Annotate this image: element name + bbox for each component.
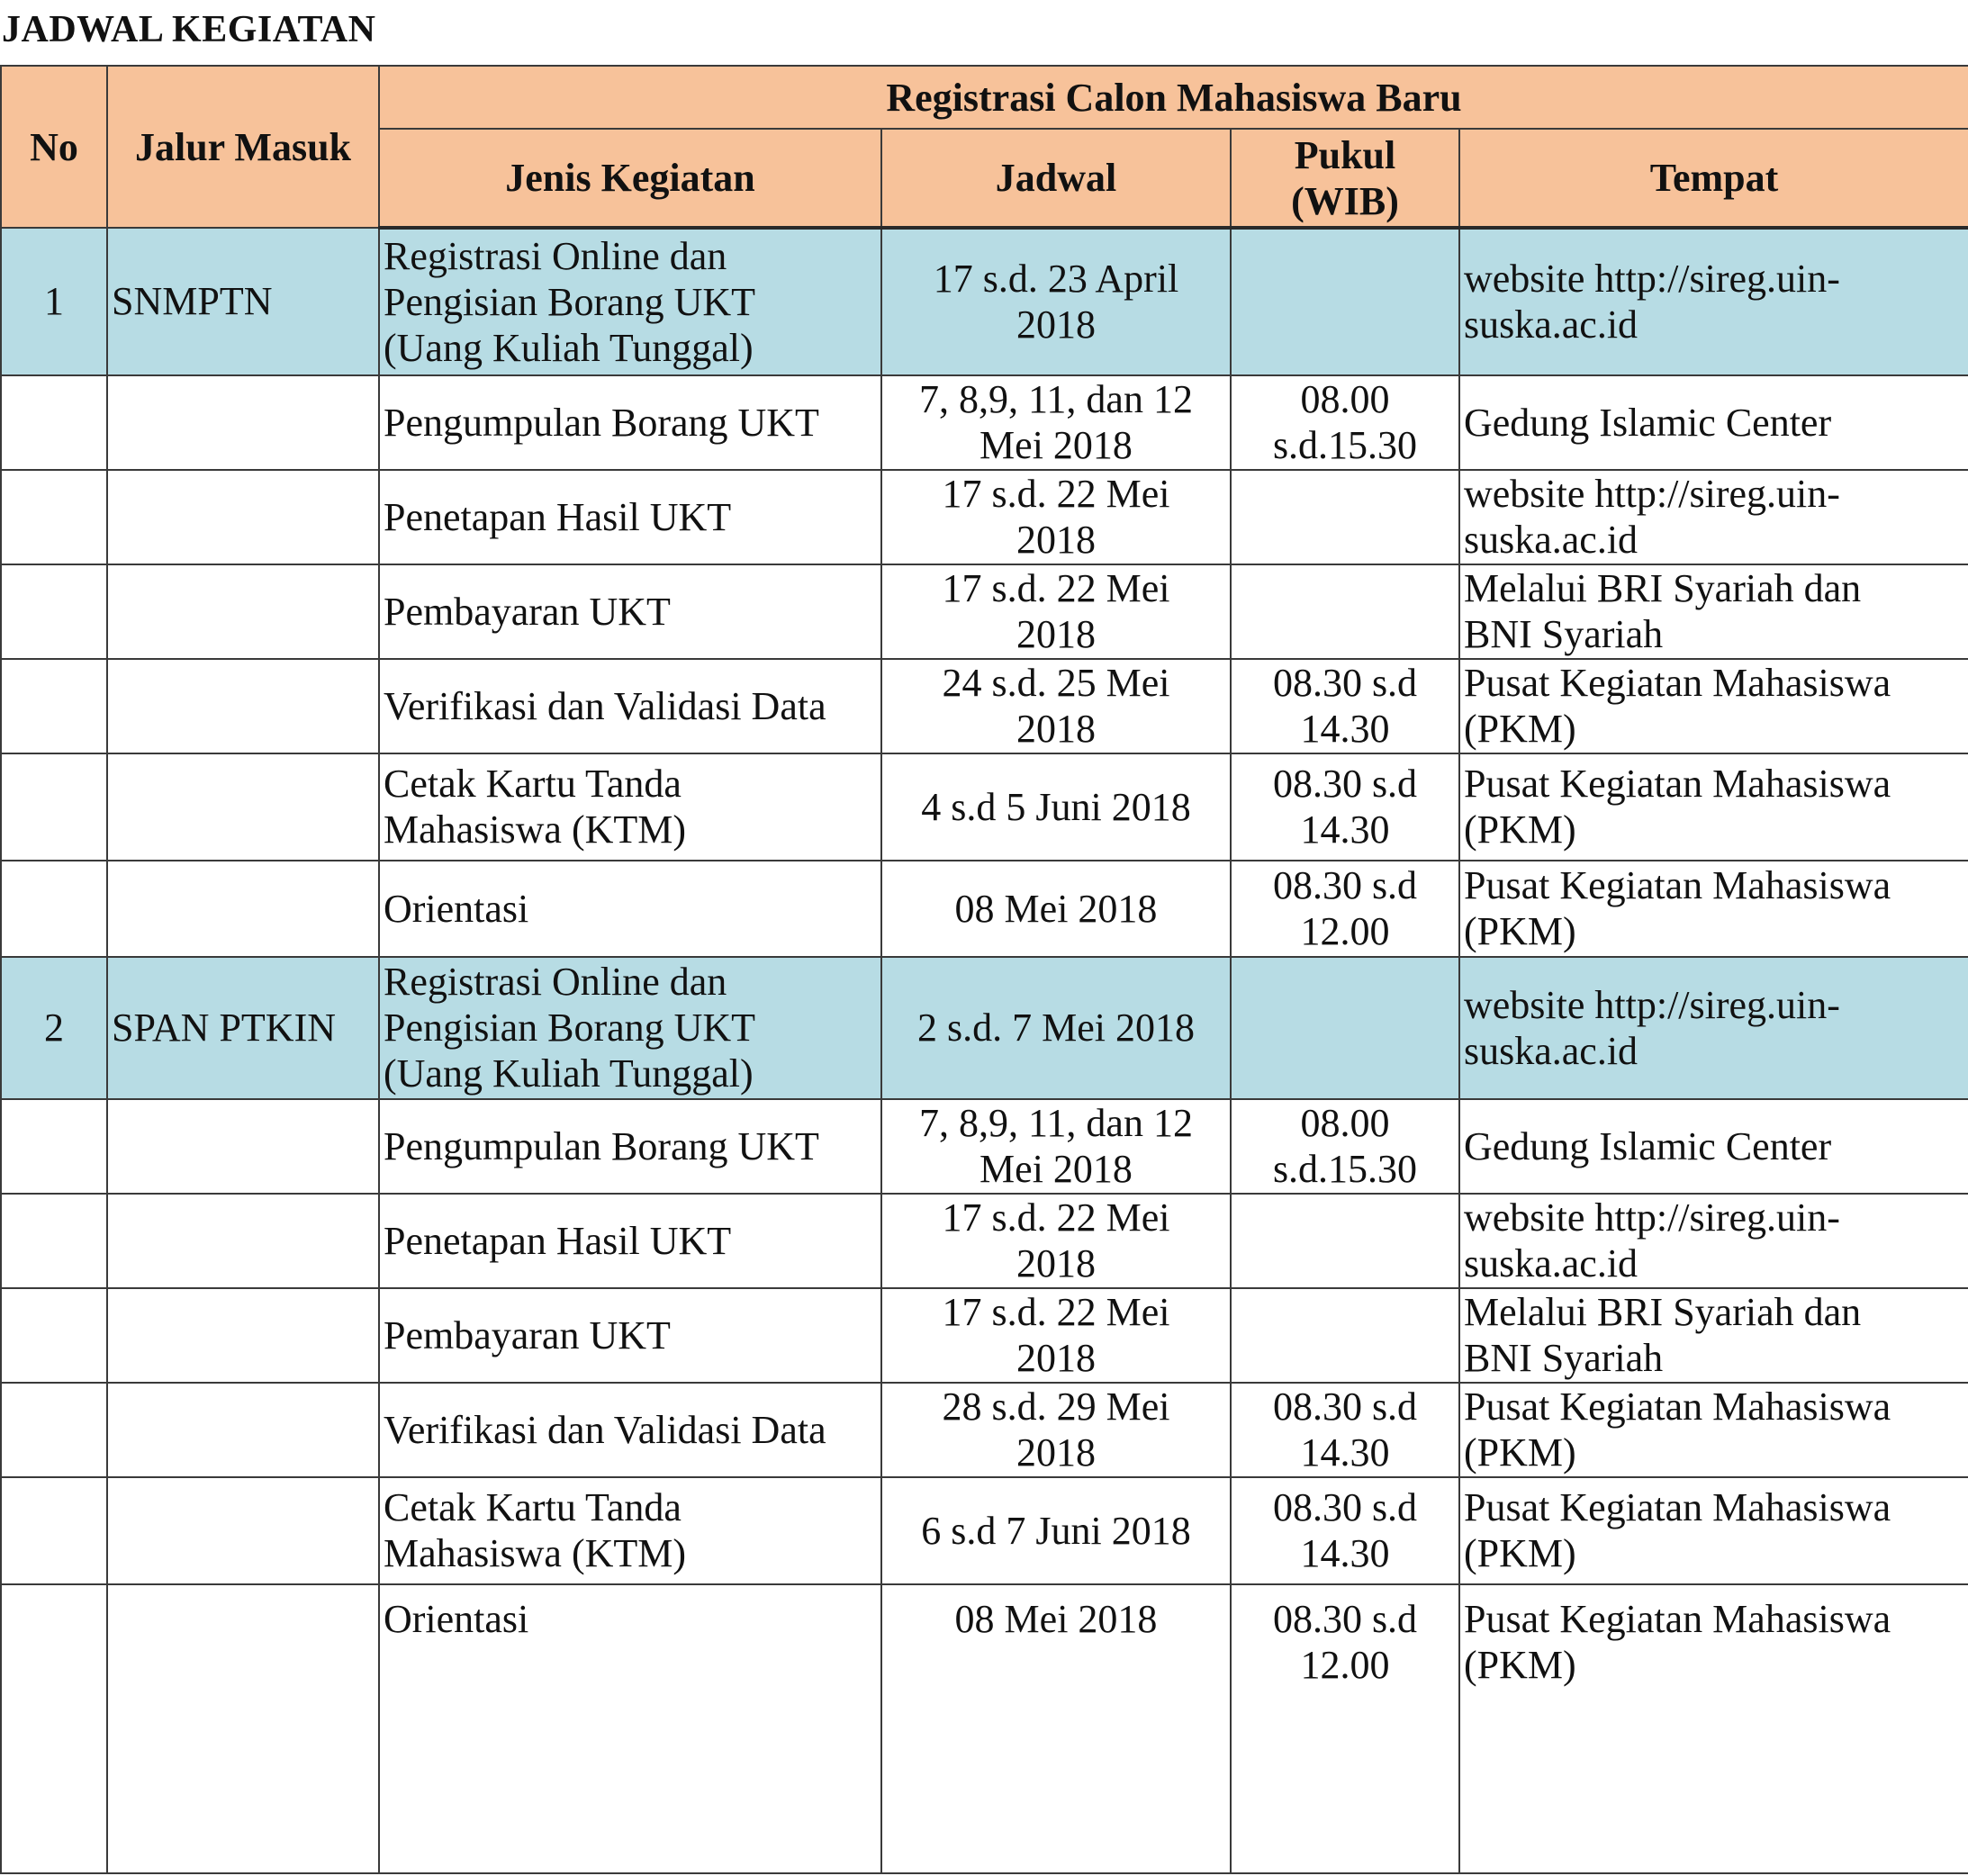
cell-pukul: 08.30 s.d 14.30	[1231, 1383, 1459, 1477]
cell-no	[1, 753, 107, 861]
cell-pukul	[1231, 564, 1459, 659]
table-row	[1, 564, 1968, 659]
cell-tempat: Pusat Kegiatan Mahasiswa (PKM)	[1459, 659, 1968, 753]
header-group-registrasi: Registrasi Calon Mahasiswa Baru	[379, 66, 1968, 129]
cell-jadwal: 08 Mei 2018	[881, 1584, 1231, 1873]
cell-jenis-kegiatan: Verifikasi dan Validasi Data	[379, 659, 881, 753]
cell-jalur-masuk	[107, 375, 379, 470]
cell-pukul: 08.30 s.d 14.30	[1231, 659, 1459, 753]
cell-no: 2	[1, 957, 107, 1099]
cell-pukul: 08.30 s.d 12.00	[1231, 1584, 1459, 1873]
cell-tempat: Pusat Kegiatan Mahasiswa (PKM)	[1459, 753, 1968, 861]
cell-jenis-kegiatan: Cetak Kartu Tanda Mahasiswa (KTM)	[379, 753, 881, 861]
cell-tempat: Pusat Kegiatan Mahasiswa (PKM)	[1459, 861, 1968, 957]
cell-no	[1, 375, 107, 470]
header-no: No	[1, 66, 107, 228]
cell-no	[1, 564, 107, 659]
cell-jenis-kegiatan: Registrasi Online dan Pengisian Borang UKT (Uang Kuliah Tunggal)	[379, 228, 881, 375]
cell-tempat: Pusat Kegiatan Mahasiswa (PKM)	[1459, 1477, 1968, 1584]
cell-jalur-masuk	[107, 564, 379, 659]
table-body	[1, 228, 1968, 1873]
cell-jadwal: 7, 8,9, 11, dan 12 Mei 2018	[881, 1099, 1231, 1194]
cell-jenis-kegiatan: Verifikasi dan Validasi Data	[379, 1383, 881, 1477]
cell-jalur-masuk	[107, 1099, 379, 1194]
table-row	[1, 1477, 1968, 1584]
cell-pukul	[1231, 957, 1459, 1099]
cell-jenis-kegiatan: Registrasi Online dan Pengisian Borang UKT (Uang Kuliah Tunggal)	[379, 957, 881, 1099]
cell-no	[1, 1194, 107, 1288]
cell-jenis-kegiatan: Pembayaran UKT	[379, 1288, 881, 1383]
cell-jenis-kegiatan: Pembayaran UKT	[379, 564, 881, 659]
cell-tempat: Gedung Islamic Center	[1459, 375, 1968, 470]
cell-tempat: Gedung Islamic Center	[1459, 1099, 1968, 1194]
cell-jadwal: 7, 8,9, 11, dan 12 Mei 2018	[881, 375, 1231, 470]
cell-jalur-masuk	[107, 753, 379, 861]
cell-pukul	[1231, 228, 1459, 375]
table-row	[1, 957, 1968, 1099]
cell-jenis-kegiatan: Cetak Kartu Tanda Mahasiswa (KTM)	[379, 1477, 881, 1584]
cell-no	[1, 1383, 107, 1477]
cell-jalur-masuk	[107, 1383, 379, 1477]
cell-no	[1, 1584, 107, 1873]
cell-no	[1, 861, 107, 957]
cell-jalur-masuk: SNMPTN	[107, 228, 379, 375]
table-header	[1, 66, 1968, 228]
cell-jalur-masuk	[107, 1194, 379, 1288]
cell-pukul: 08.30 s.d 14.30	[1231, 1477, 1459, 1584]
cell-pukul: 08.00 s.d.15.30	[1231, 375, 1459, 470]
table-row	[1, 470, 1968, 564]
cell-no	[1, 1288, 107, 1383]
cell-tempat: website http://sireg.uin- suska.ac.id	[1459, 228, 1968, 375]
cell-jenis-kegiatan: Orientasi	[379, 1584, 881, 1873]
cell-no: 1	[1, 228, 107, 375]
cell-jalur-masuk	[107, 1288, 379, 1383]
cell-tempat: Pusat Kegiatan Mahasiswa (PKM)	[1459, 1584, 1968, 1873]
cell-jadwal: 17 s.d. 22 Mei 2018	[881, 564, 1231, 659]
cell-jenis-kegiatan: Orientasi	[379, 861, 881, 957]
cell-jenis-kegiatan: Pengumpulan Borang UKT	[379, 375, 881, 470]
cell-jadwal: 6 s.d 7 Juni 2018	[881, 1477, 1231, 1584]
cell-tempat: Melalui BRI Syariah dan BNI Syariah	[1459, 1288, 1968, 1383]
cell-pukul: 08.30 s.d 14.30	[1231, 753, 1459, 861]
cell-jalur-masuk: SPAN PTKIN	[107, 957, 379, 1099]
cell-jalur-masuk	[107, 659, 379, 753]
cell-tempat: website http://sireg.uin- suska.ac.id	[1459, 957, 1968, 1099]
cell-jadwal: 08 Mei 2018	[881, 861, 1231, 957]
header-jenis-kegiatan: Jenis Kegiatan	[379, 129, 881, 228]
cell-jadwal: 2 s.d. 7 Mei 2018	[881, 957, 1231, 1099]
cell-jadwal: 17 s.d. 22 Mei 2018	[881, 1288, 1231, 1383]
cell-no	[1, 659, 107, 753]
table-row	[1, 375, 1968, 470]
cell-tempat: website http://sireg.uin- suska.ac.id	[1459, 1194, 1968, 1288]
cell-jenis-kegiatan: Penetapan Hasil UKT	[379, 470, 881, 564]
cell-jalur-masuk	[107, 1477, 379, 1584]
table-row	[1, 1383, 1968, 1477]
cell-tempat: Pusat Kegiatan Mahasiswa (PKM)	[1459, 1383, 1968, 1477]
schedule-table	[0, 65, 1968, 1874]
cell-pukul: 08.00 s.d.15.30	[1231, 1099, 1459, 1194]
cell-pukul	[1231, 470, 1459, 564]
table-row	[1, 753, 1968, 861]
cell-jadwal: 24 s.d. 25 Mei 2018	[881, 659, 1231, 753]
table-row	[1, 1194, 1968, 1288]
cell-jenis-kegiatan: Penetapan Hasil UKT	[379, 1194, 881, 1288]
cell-jadwal: 4 s.d 5 Juni 2018	[881, 753, 1231, 861]
cell-pukul	[1231, 1194, 1459, 1288]
cell-tempat: website http://sireg.uin- suska.ac.id	[1459, 470, 1968, 564]
cell-jadwal: 17 s.d. 23 April 2018	[881, 228, 1231, 375]
table-row	[1, 228, 1968, 375]
header-jalur-masuk: Jalur Masuk	[107, 66, 379, 228]
cell-jalur-masuk	[107, 1584, 379, 1873]
cell-jalur-masuk	[107, 861, 379, 957]
cell-jalur-masuk	[107, 470, 379, 564]
header-pukul: Pukul (WIB)	[1231, 129, 1459, 228]
cell-jadwal: 28 s.d. 29 Mei 2018	[881, 1383, 1231, 1477]
table-row	[1, 659, 1968, 753]
cell-jadwal: 17 s.d. 22 Mei 2018	[881, 1194, 1231, 1288]
header-tempat: Tempat	[1459, 129, 1968, 228]
cell-tempat: Melalui BRI Syariah dan BNI Syariah	[1459, 564, 1968, 659]
cell-no	[1, 1099, 107, 1194]
cell-no	[1, 470, 107, 564]
header-jadwal: Jadwal	[881, 129, 1231, 228]
cell-no	[1, 1477, 107, 1584]
table-row	[1, 1099, 1968, 1194]
cell-pukul: 08.30 s.d 12.00	[1231, 861, 1459, 957]
table-row	[1, 1288, 1968, 1383]
cell-pukul	[1231, 1288, 1459, 1383]
cell-jadwal: 17 s.d. 22 Mei 2018	[881, 470, 1231, 564]
table-row	[1, 861, 1968, 957]
cell-jenis-kegiatan: Pengumpulan Borang UKT	[379, 1099, 881, 1194]
table-row	[1, 1584, 1968, 1873]
page-title: JADWAL KEGIATAN	[2, 9, 376, 50]
